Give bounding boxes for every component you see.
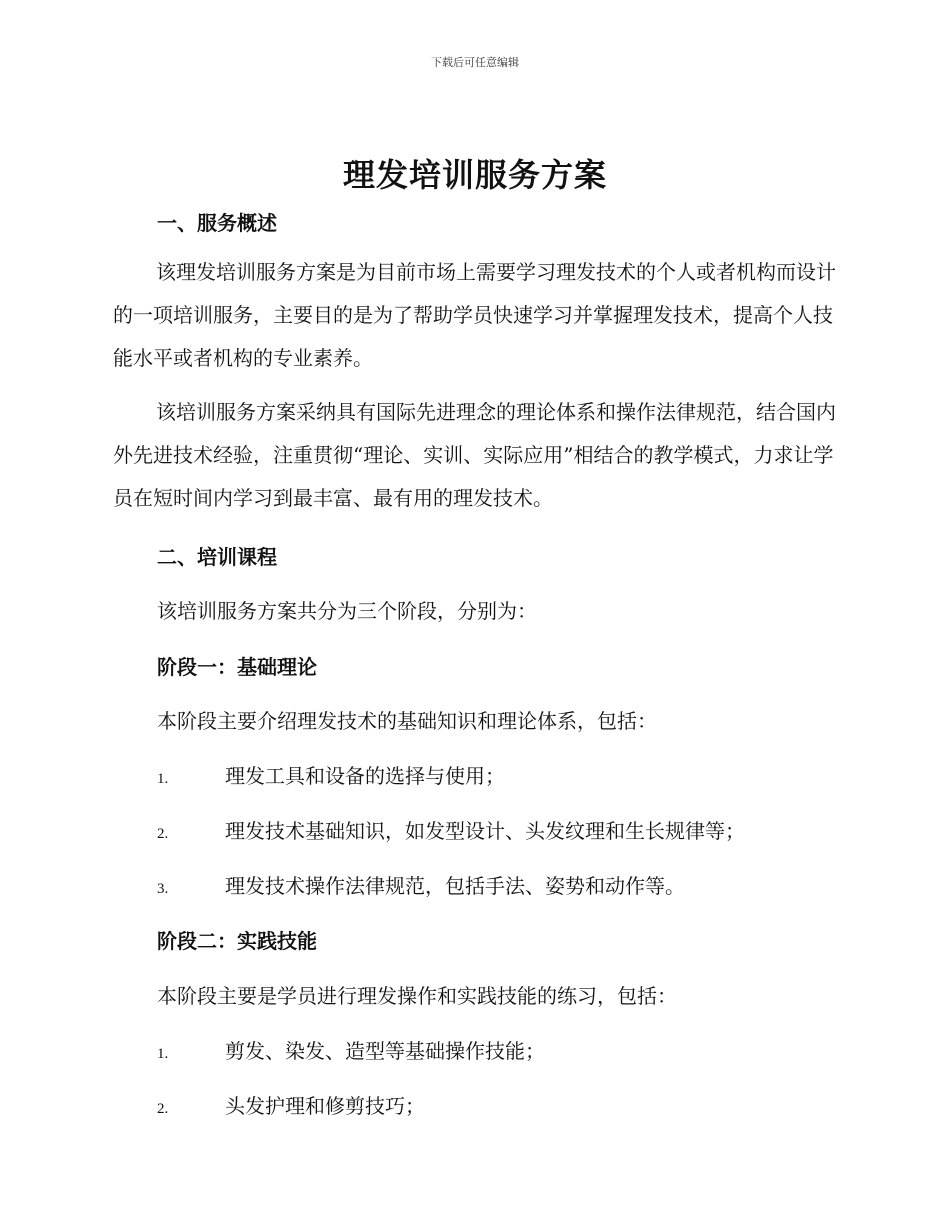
overview-paragraph-2: 该培训服务方案采纳具有国际先进理念的理论体系和操作法律规范，结合国内外先进技术经验，注重贯彻“理论、实训、实际应用”相结合的教学模式，力求让学员在短时间内学习到最丰富、最有用的理发技术。	[113, 400, 836, 510]
stage2-heading: 阶段二：实践技能	[157, 929, 317, 953]
header-note: 下载后可任意编辑	[431, 56, 519, 69]
list-text: 头发护理和修剪技巧；	[225, 1094, 425, 1118]
overview-paragraph-1: 该理发培训服务方案是为目前市场上需要学习理发技术的个人或者机构而设计的一项培训服务，主要目的是为了帮助学员快速学习并掌握理发技术，提高个人技能水平或者机构的专业素养。	[113, 260, 836, 370]
list-item	[157, 760, 857, 789]
list-number: 1.	[157, 1046, 169, 1062]
document-title: 理发培训服务方案	[342, 156, 607, 194]
list-text: 理发技术基础知识，如发型设计、头发纹理和生长规律等；	[225, 819, 745, 843]
list-number: 3.	[157, 881, 169, 897]
list-text: 理发技术操作法律规范，包括手法、姿势和动作等。	[225, 874, 685, 898]
stage2-intro: 本阶段主要是学员进行理发操作和实践技能的练习，包括：	[157, 984, 677, 1008]
courses-intro: 该培训服务方案共分为三个阶段，分别为：	[157, 599, 537, 623]
list-number: 2.	[157, 826, 169, 842]
list-item	[157, 870, 857, 899]
list-text: 理发工具和设备的选择与使用；	[225, 764, 505, 788]
stage1-intro: 本阶段主要介绍理发技术的基础知识和理论体系，包括：	[157, 709, 657, 733]
stage1-heading: 阶段一：基础理论	[157, 655, 317, 679]
section-heading-overview: 一、服务概述	[157, 211, 277, 235]
section-heading-courses: 二、培训课程	[157, 545, 277, 569]
list-item	[157, 1090, 857, 1119]
list-text: 剪发、染发、造型等基础操作技能；	[225, 1039, 545, 1063]
list-item	[157, 1035, 857, 1064]
list-number: 1.	[157, 771, 169, 787]
list-number: 2.	[157, 1101, 169, 1117]
list-item	[157, 815, 857, 844]
